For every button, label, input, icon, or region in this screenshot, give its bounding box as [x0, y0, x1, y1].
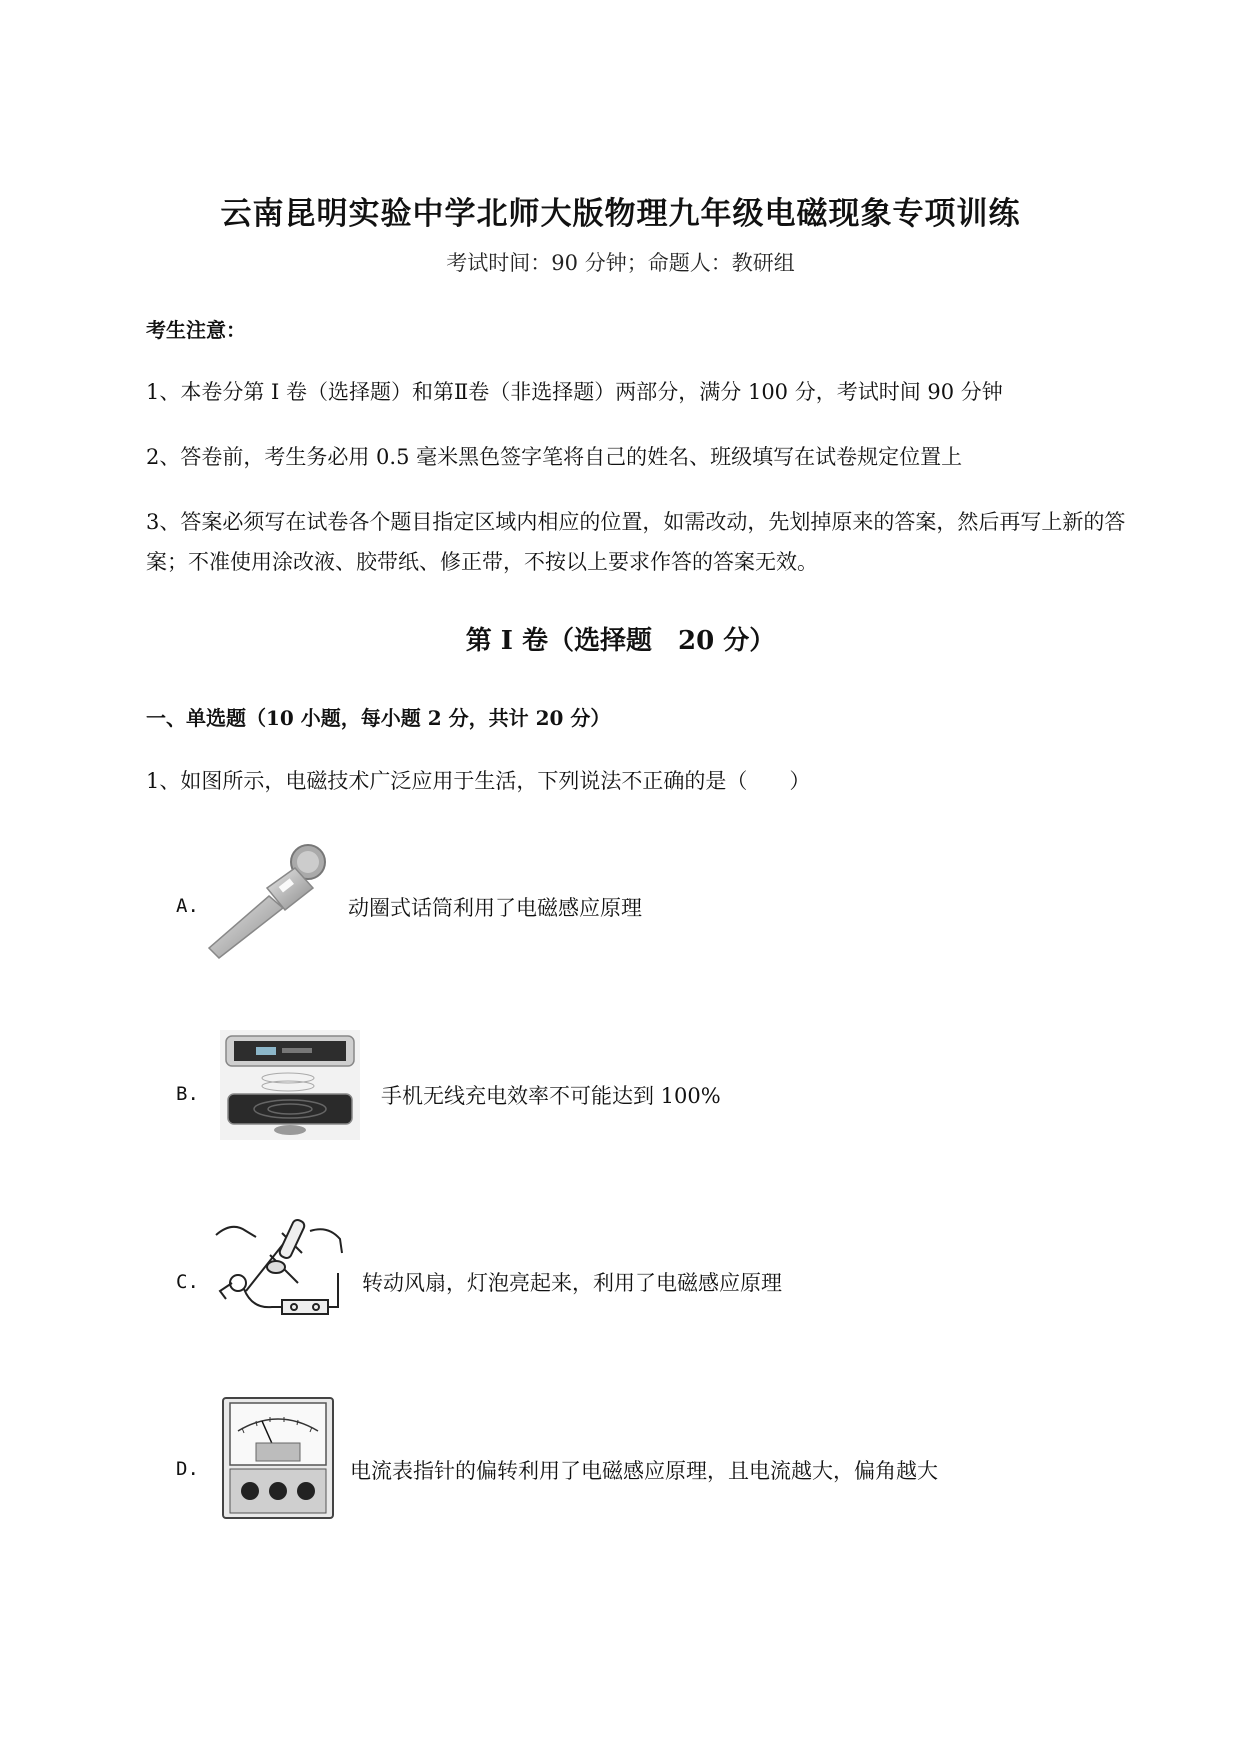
option-letter: A. — [176, 895, 199, 917]
question-stem: 1、如图所示，电磁技术广泛应用于生活，下列说法不正确的是（ ） — [146, 769, 811, 793]
option-d — [0, 1395, 1241, 1525]
notice-item-1: 1、本卷分第 I 卷（选择题）和第Ⅱ卷（非选择题）两部分，满分 100 分，考试时间 90 分钟 — [146, 380, 1003, 404]
option-c — [0, 1205, 1241, 1335]
option-letter: C. — [176, 1271, 199, 1293]
wireless-charger-image — [220, 1030, 360, 1140]
exam-info: 考试时间：90 分钟；命题人：教研组 — [446, 251, 795, 275]
option-letter: B. — [176, 1083, 199, 1105]
fan-generator-image — [212, 1213, 347, 1325]
option-text: 手机无线充电效率不可能达到 100% — [381, 1084, 721, 1108]
option-text: 转动风扇，灯泡亮起来，利用了电磁感应原理 — [362, 1271, 782, 1295]
part-heading: 一、单选题（10 小题，每小题 2 分，共计 20 分） — [146, 706, 611, 730]
section-title: 第 I 卷（选择题 20 分） — [465, 626, 776, 656]
option-text: 动圈式话筒利用了电磁感应原理 — [348, 896, 642, 920]
microphone-image — [205, 840, 330, 965]
option-text: 电流表指针的偏转利用了电磁感应原理，且电流越大，偏角越大 — [350, 1459, 938, 1483]
notice-heading: 考生注意： — [146, 318, 246, 342]
option-b — [0, 1020, 1241, 1150]
notice-item-2: 2、答卷前，考生务必用 0.5 毫米黑色签字笔将自己的姓名、班级填写在试卷规定位置上 — [146, 445, 963, 469]
notice-item-3: 3、答案必须写在试卷各个题目指定区域内相应的位置，如需改动，先划掉原来的答案，然后再写上新的答案；不准使用涂改液、胶带纸、修正带，不按以上要求作答的答案无效。 — [146, 510, 1126, 574]
ammeter-image — [222, 1397, 334, 1519]
option-letter: D. — [176, 1458, 199, 1480]
page-title: 云南昆明实验中学北师大版物理九年级电磁现象专项训练 — [220, 196, 1021, 232]
option-a — [0, 840, 1241, 970]
